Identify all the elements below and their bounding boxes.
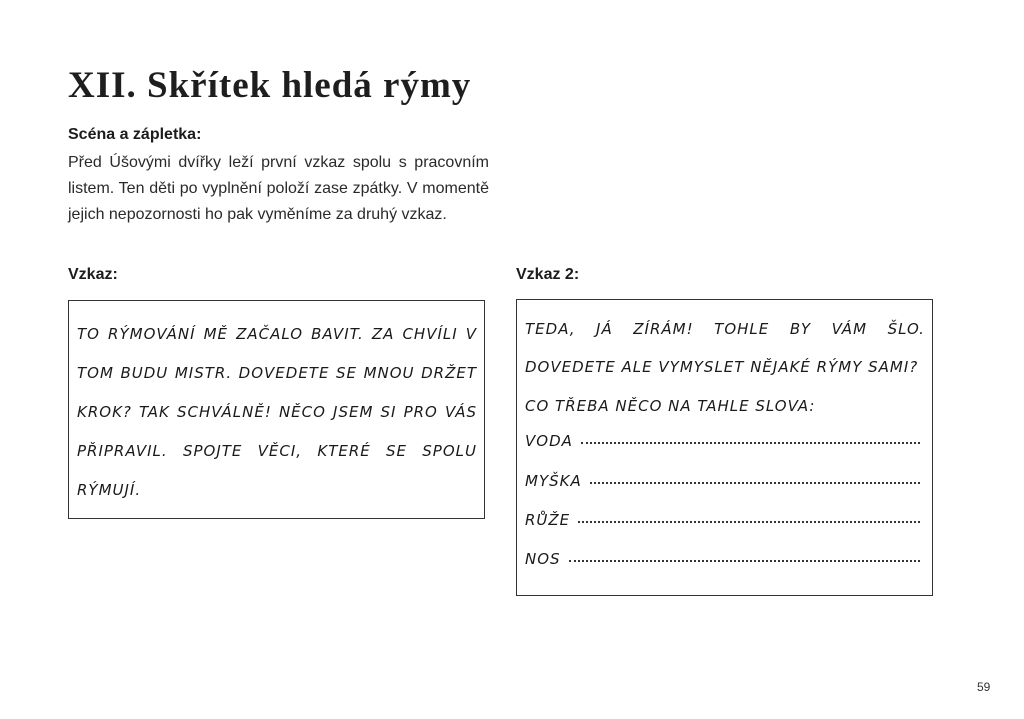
page-title: XII. Skřítek hledá rýmy [68, 65, 472, 106]
note2-line-1-word: TEDA, [525, 320, 576, 338]
note2-line-1-word: BY [789, 320, 812, 338]
answer-line [590, 481, 920, 484]
note2-line-1-word: VÁM [831, 320, 868, 338]
note2-line-1-word: JÁ [596, 320, 613, 338]
scene-description: Před Úšovými dvířky leží první vzkaz spolu s pracovním listem. Ten děti po vyplnění položí zase zpátky. V momentě jejich nepozornosti ho pak vyměníme za druhý vzkaz. [68, 154, 489, 223]
page-number: 59 [977, 680, 991, 694]
note2-label: Vzkaz 2: [516, 266, 580, 283]
note2-line-2: DOVEDETE ALE VYMYSLET NĚJAKÉ RÝMY SAMI? [525, 358, 919, 376]
rhyme-word: VODA [525, 432, 573, 450]
note1-text: TO RÝMOVÁNÍ MĚ ZAČALO BAVIT. ZA CHVÍLI V TOM BUDU MISTR. DOVEDETE SE MNOU DRŽET KROK? TAK SCHVÁLNĚ! NĚCO JSEM SI PRO VÁS PŘIPRAVIL. SPOJTE VĚCI, KTERÉ SE SPOLU RÝMUJÍ. [77, 325, 477, 499]
note2-line-3: CO TŘEBA NĚCO NA TAHLE SLOVA: [525, 397, 816, 415]
note1-box [68, 300, 485, 519]
scene-heading: Scéna a zápletka: [68, 126, 202, 143]
answer-line [578, 520, 920, 523]
rhyme-row-nos [525, 550, 920, 568]
rhyme-word: NOS [525, 550, 561, 568]
rhyme-row-ruze [525, 511, 920, 529]
note2-line-1 [525, 320, 925, 338]
rhyme-word: RŮŽE [525, 511, 571, 529]
rhyme-row-voda [525, 432, 920, 450]
rhyme-word: MYŠKA [525, 472, 582, 490]
note2-box [516, 299, 933, 596]
answer-line [581, 441, 920, 444]
note2-line-1-word: ŠLO. [887, 320, 925, 338]
note1-label: Vzkaz: [68, 266, 118, 283]
rhyme-row-myska [525, 472, 920, 490]
answer-line [569, 559, 920, 562]
note2-line-1-word: TOHLE [714, 320, 770, 338]
note2-line-1-word: ZÍRÁM! [633, 320, 694, 338]
